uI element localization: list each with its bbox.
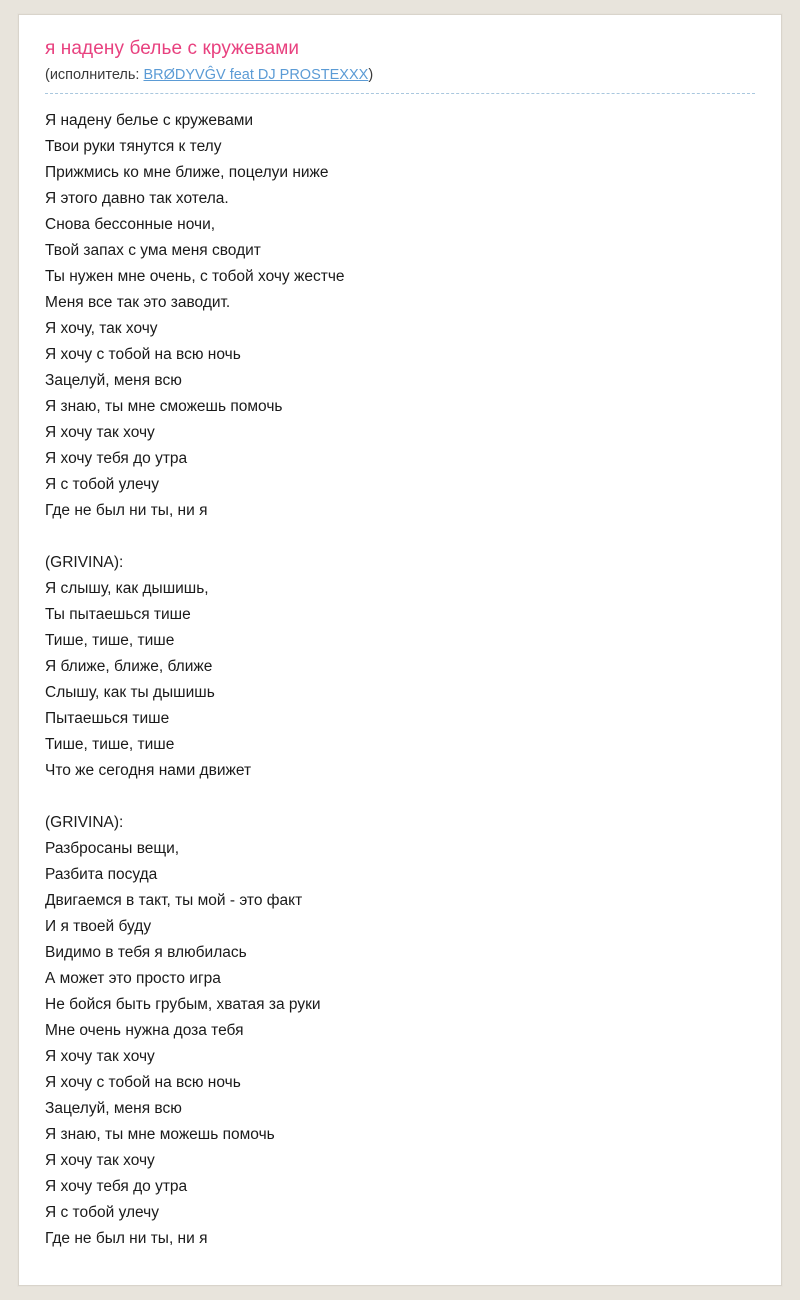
lyrics-line: Я хочу, так хочу: [45, 320, 158, 337]
lyrics-line: Пытаешься тише: [45, 710, 170, 727]
lyrics-blank-line: [45, 784, 755, 810]
lyrics-line: Что же сегодня нами движет: [45, 762, 252, 779]
lyrics-line: (GRIVINA):: [45, 814, 124, 831]
lyrics-line: Я этого давно так хотела.: [45, 190, 229, 207]
lyrics-line: Я хочу тебя до утра: [45, 450, 188, 467]
lyrics-line: Меня все так это заводит.: [45, 294, 231, 311]
artist-prefix-label: (исполнитель:: [45, 67, 144, 83]
lyrics-line: Я с тобой улечу: [45, 1204, 159, 1221]
lyrics-line: Прижмись ко мне ближе, поцелуи ниже: [45, 164, 329, 181]
lyrics-line: Зацелуй, меня всю: [45, 1100, 182, 1117]
lyrics-line: Я знаю, ты мне сможешь помочь: [45, 398, 283, 415]
lyrics-line: Я хочу так хочу: [45, 1152, 155, 1169]
lyrics-line: Твой запах с ума меня сводит: [45, 242, 261, 259]
lyrics-line: (GRIVINA):: [45, 554, 124, 571]
lyrics-line: Твои руки тянутся к телу: [45, 138, 222, 155]
lyrics-line: Не бойся быть грубым, хватая за руки: [45, 996, 321, 1013]
lyrics-line: Я с тобой улечу: [45, 476, 159, 493]
lyrics-line: Видимо в тебя я влюбилась: [45, 944, 247, 961]
lyrics-body: [45, 108, 755, 1252]
lyrics-line: Тише, тише, тише: [45, 632, 175, 649]
lyrics-line: Разбита посуда: [45, 866, 158, 883]
lyrics-blank-line: [45, 524, 755, 550]
lyrics-page: [18, 14, 782, 1286]
lyrics-line: Ты пытаешься тише: [45, 606, 191, 623]
lyrics-line: Я ближе, ближе, ближе: [45, 658, 213, 675]
lyrics-line: Тише, тише, тише: [45, 736, 175, 753]
lyrics-line: Где не был ни ты, ни я: [45, 502, 208, 519]
lyrics-line: Я слышу, как дышишь,: [45, 580, 209, 597]
lyrics-line: Я хочу тебя до утра: [45, 1178, 188, 1195]
lyrics-line: Ты нужен мне очень, с тобой хочу жестче: [45, 268, 345, 285]
lyrics-line: Снова бессонные ночи,: [45, 216, 216, 233]
artist-line: [45, 67, 755, 94]
page-content: [19, 15, 781, 1252]
lyrics-line: Где не был ни ты, ни я: [45, 1230, 208, 1247]
lyrics-line: Двигаемся в такт, ты мой - это факт: [45, 892, 303, 909]
lyrics-line: Зацелуй, меня всю: [45, 372, 182, 389]
artist-suffix-label: ): [368, 67, 374, 83]
artist-link[interactable]: BRØDYVĜV feat DJ PROSTEXXX: [143, 67, 369, 83]
lyrics-line: Слышу, как ты дышишь: [45, 684, 215, 701]
lyrics-line: А может это просто игра: [45, 970, 221, 987]
lyrics-line: Я хочу с тобой на всю ночь: [45, 346, 241, 363]
lyrics-line: Я хочу так хочу: [45, 424, 155, 441]
lyrics-line: Разбросаны вещи,: [45, 840, 180, 857]
lyrics-line: Я хочу так хочу: [45, 1048, 155, 1065]
lyrics-line: Я надену белье с кружевами: [45, 112, 254, 129]
lyrics-line: Мне очень нужна доза тебя: [45, 1022, 244, 1039]
lyrics-line: И я твоей буду: [45, 918, 152, 935]
lyrics-line: Я хочу с тобой на всю ночь: [45, 1074, 241, 1091]
lyrics-line: Я знаю, ты мне можешь помочь: [45, 1126, 275, 1143]
page-title: я надену белье с кружевами: [45, 38, 300, 59]
